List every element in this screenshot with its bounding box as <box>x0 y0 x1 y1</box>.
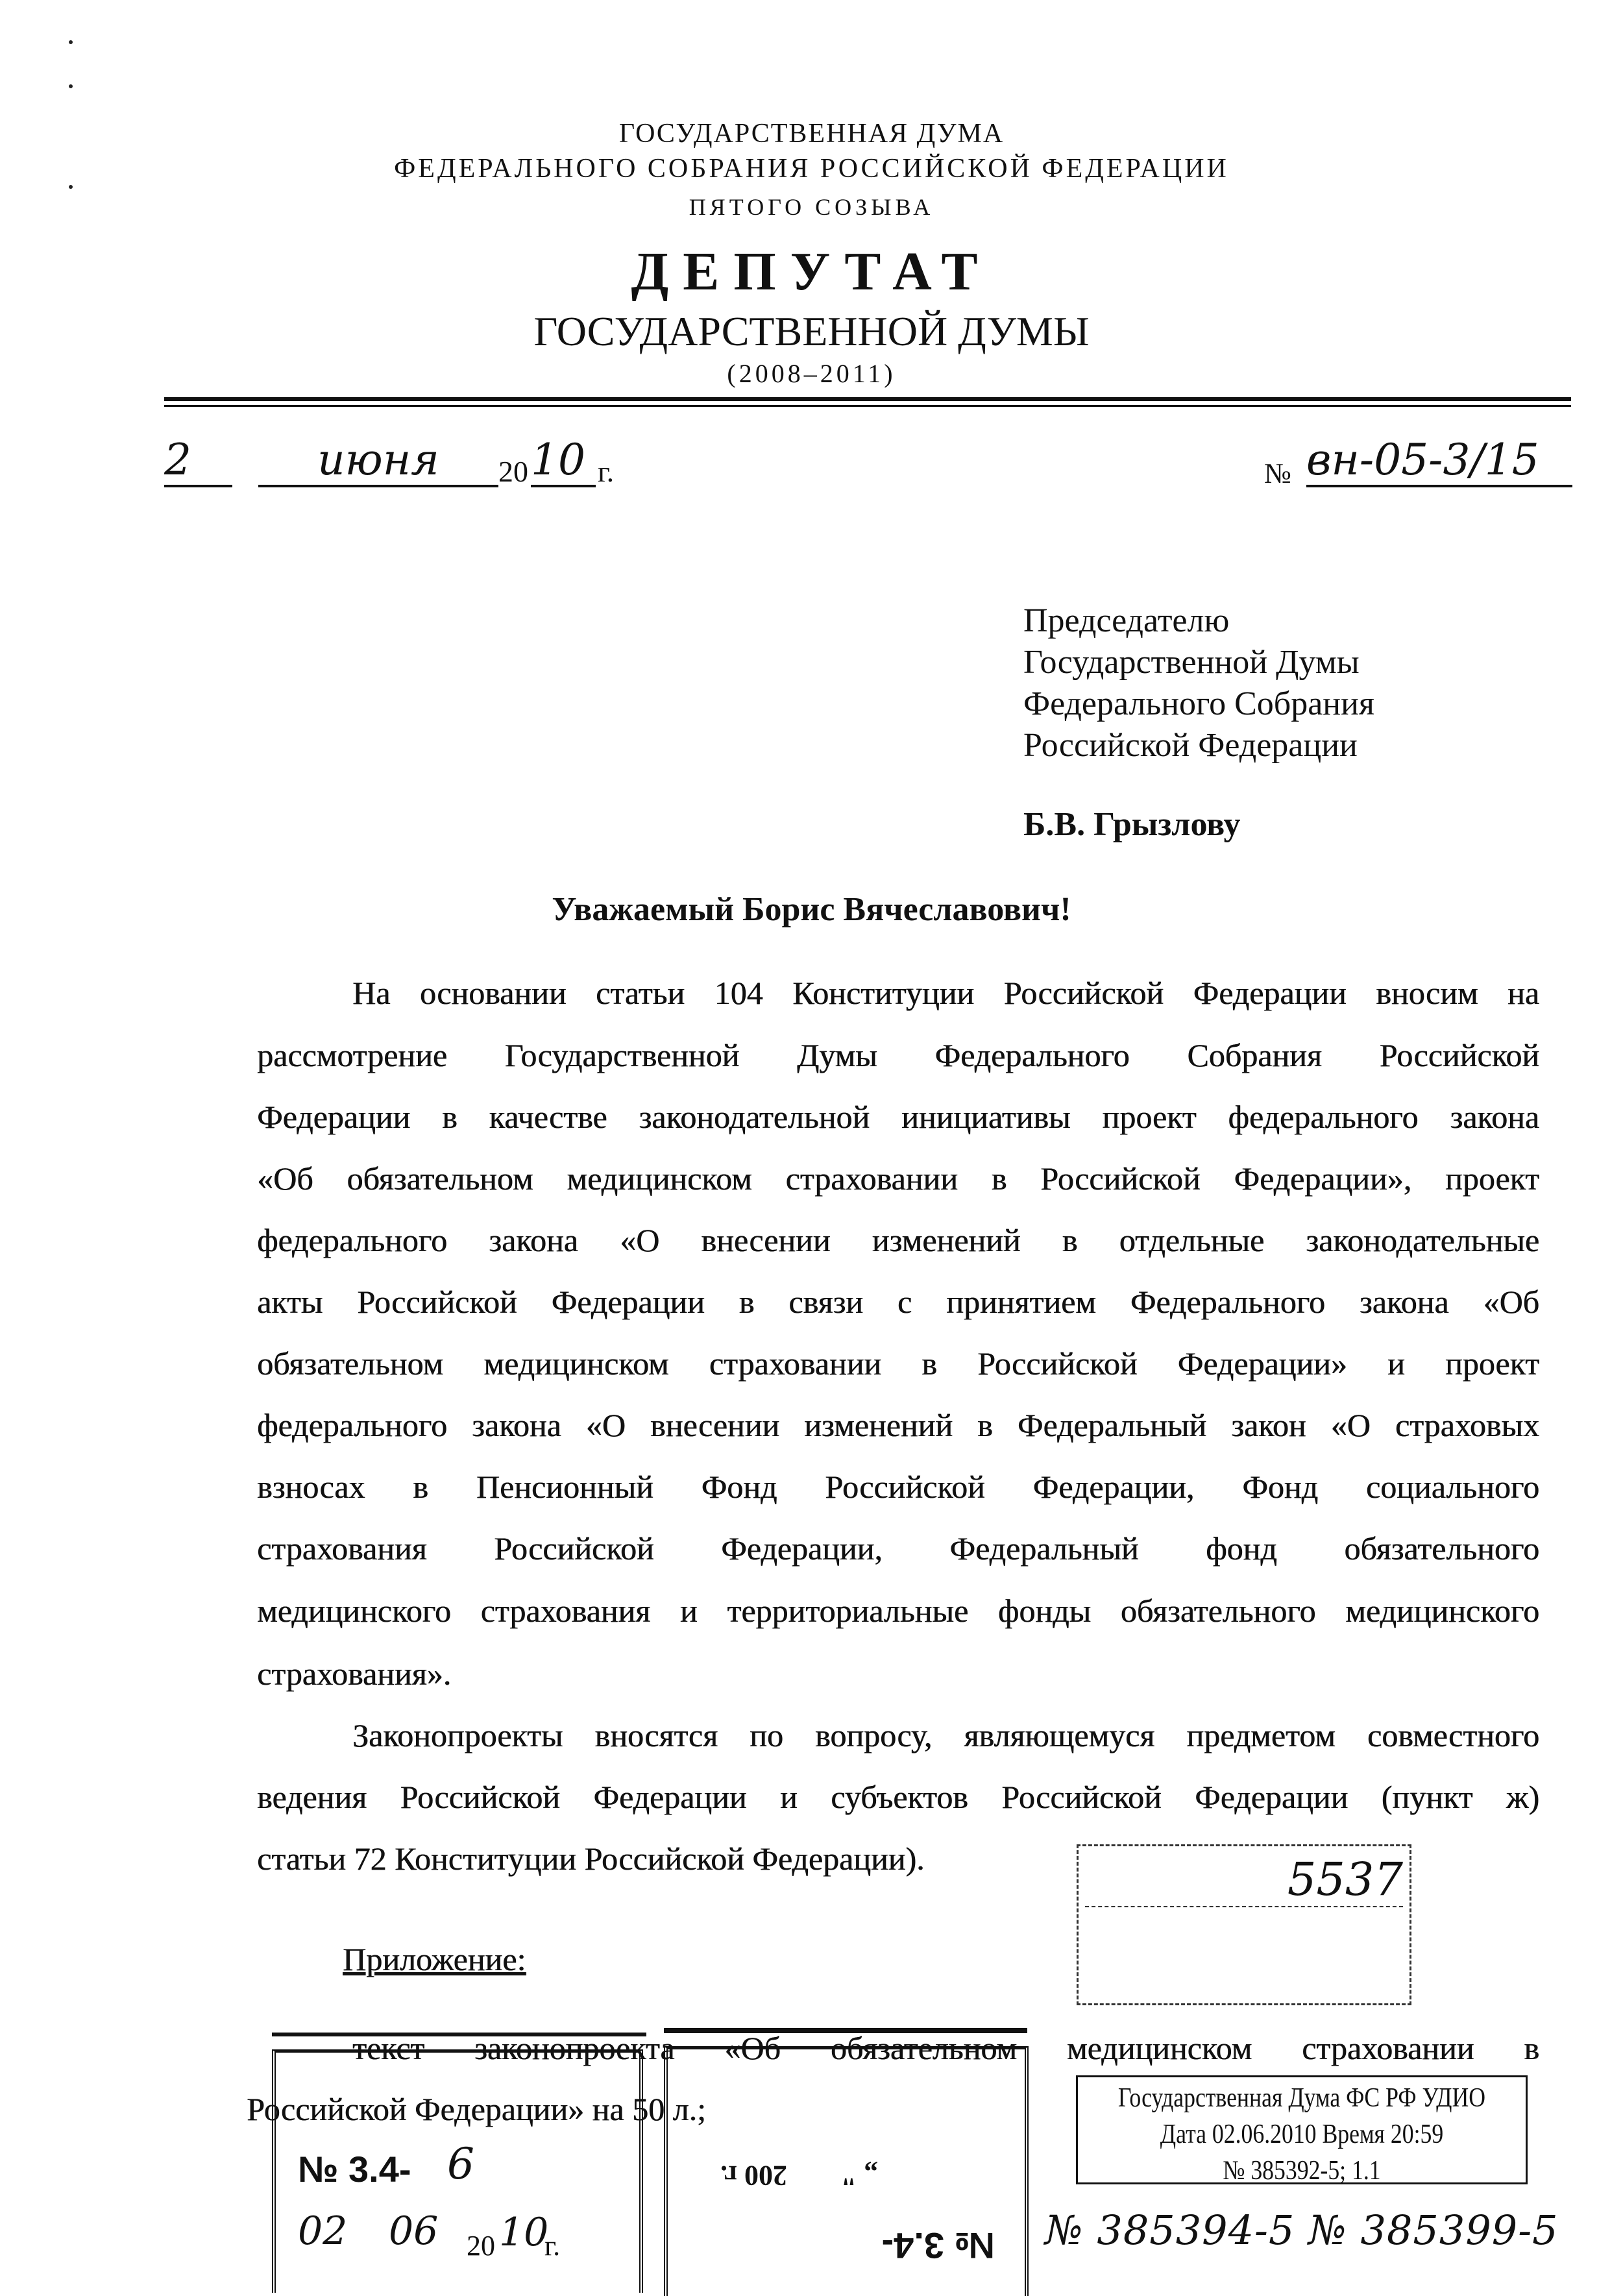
stamp-day: 02 <box>298 2208 348 2254</box>
date-line <box>164 435 1571 500</box>
body-line: медицинского страхования и территориальные фонды обязательного медицинского <box>257 1593 1539 1629</box>
body-line: Федерации в качестве законодательной инициативы проект федерального закона <box>257 1099 1539 1135</box>
addressee-line: Государственной Думы <box>1023 644 1360 681</box>
body-line: федерального закона «О внесении изменений в Федеральный закон «О страховых <box>257 1407 1539 1443</box>
date-day: 2 <box>164 435 232 487</box>
header-rule-thick <box>164 397 1571 401</box>
addressee-line: Российской Федерации <box>1023 727 1358 764</box>
body-line: обязательном медицинском страховании в Российской Федерации» и проект <box>257 1345 1539 1382</box>
addressee-line: Федерального Собрания <box>1023 685 1374 722</box>
body-line: рассмотрение Государственной Думы Федерального Собрания Российской <box>257 1037 1539 1073</box>
stamp-number: № 3.4- <box>298 2149 411 2190</box>
header-line-1: ГОСУДАРСТВЕННАЯ ДУМА <box>618 119 1005 149</box>
incoming-stamp-middle <box>664 2028 1027 2284</box>
scan-speck <box>69 40 73 44</box>
body-line: статьи 72 Конституции Российской Федерации). <box>257 1840 925 1877</box>
stamp-quote: „ " <box>840 2160 878 2192</box>
date-month: июня <box>258 435 498 487</box>
number-label: № <box>1264 458 1291 489</box>
attachment-label: Приложение: <box>343 1941 526 1977</box>
udio-date: Дата 02.06.2010 Время 20:59 <box>1160 2119 1444 2149</box>
date-century: 20 <box>498 455 528 488</box>
body-line: страхования». <box>257 1655 452 1692</box>
body-line: На основании статьи 104 Конституции Российской Федерации вносим на <box>352 975 1539 1011</box>
salutation: Уважаемый Борис Вячеславович! <box>552 891 1071 928</box>
header-line-2: ФЕДЕРАЛЬНОГО СОБРАНИЯ РОССИЙСКОЙ ФЕДЕРАЦИИ <box>394 154 1229 184</box>
stamp-handwritten-number: 6 <box>447 2139 474 2189</box>
udio-registration-stamp <box>1076 2075 1528 2184</box>
body-line: акты Российской Федерации в связи с принятием Федерального закона «Об <box>257 1284 1539 1320</box>
body-line: «Об обязательном медицинском страховании в Российской Федерации», проект <box>257 1160 1539 1197</box>
stamp-year-suffix: г. <box>544 2230 561 2262</box>
addressee <box>1023 600 1374 846</box>
addressee-line: Председателю <box>1023 602 1230 639</box>
attachment-line: Российской Федерации» на 50 л.; <box>247 2091 706 2127</box>
attachment-line: текст законопроекта «Об обязательном медицинском страховании в <box>352 2030 1539 2066</box>
body-line: федерального закона «О внесении изменений в отдельные законодательные <box>257 1222 1539 1258</box>
body-line: страхования Российской Федерации, Федеральный фонд обязательного <box>257 1530 1539 1567</box>
document-title: ДЕПУТАТ <box>631 241 992 302</box>
stamp-rotated-content <box>664 2085 1021 2280</box>
registration-number: 5537 <box>1287 1853 1403 1906</box>
box-divider <box>1085 1906 1403 1907</box>
convocation-years: (2008–2011) <box>727 359 896 388</box>
stamp-number: № 3.4- <box>881 2225 995 2266</box>
header-rule-thin <box>164 405 1571 407</box>
scan-speck <box>69 185 73 189</box>
document-subtitle: ГОСУДАРСТВЕННОЙ ДУМЫ <box>533 308 1090 354</box>
stamp-date-text: 200 г. <box>720 2160 787 2192</box>
body-line: взносах в Пенсионный Фонд Российской Федерации, Фонд социального <box>257 1469 1539 1505</box>
body-line: Законопроекты вносятся по вопросу, являющемуся предметом совместного <box>352 1717 1539 1753</box>
date-suffix: г. <box>598 455 615 488</box>
body-line: ведения Российской Федерации и субъектов Российской Федерации (пункт ж) <box>257 1779 1539 1815</box>
incoming-stamp-left <box>272 2033 646 2282</box>
addressee-name: Б.В. Грызлову <box>1023 806 1241 843</box>
udio-line: Государственная Дума ФС РФ УДИО <box>1117 2083 1486 2113</box>
stamp-year: 10 <box>499 2210 549 2255</box>
udio-number: № 385392-5; 1.1 <box>1223 2156 1381 2186</box>
scan-speck <box>69 84 73 88</box>
stamp-year-prefix: 20 <box>467 2230 495 2262</box>
registration-box <box>1077 1844 1411 2005</box>
handwritten-bill-numbers: № 385394-5 № 385399-5 <box>1045 2206 1559 2254</box>
date-year: 10 <box>531 435 596 487</box>
stamp-month: 06 <box>389 2208 439 2254</box>
outgoing-number: вн-05-3/15 <box>1306 435 1572 487</box>
header-line-3: ПЯТОГО СОЗЫВА <box>689 194 934 220</box>
